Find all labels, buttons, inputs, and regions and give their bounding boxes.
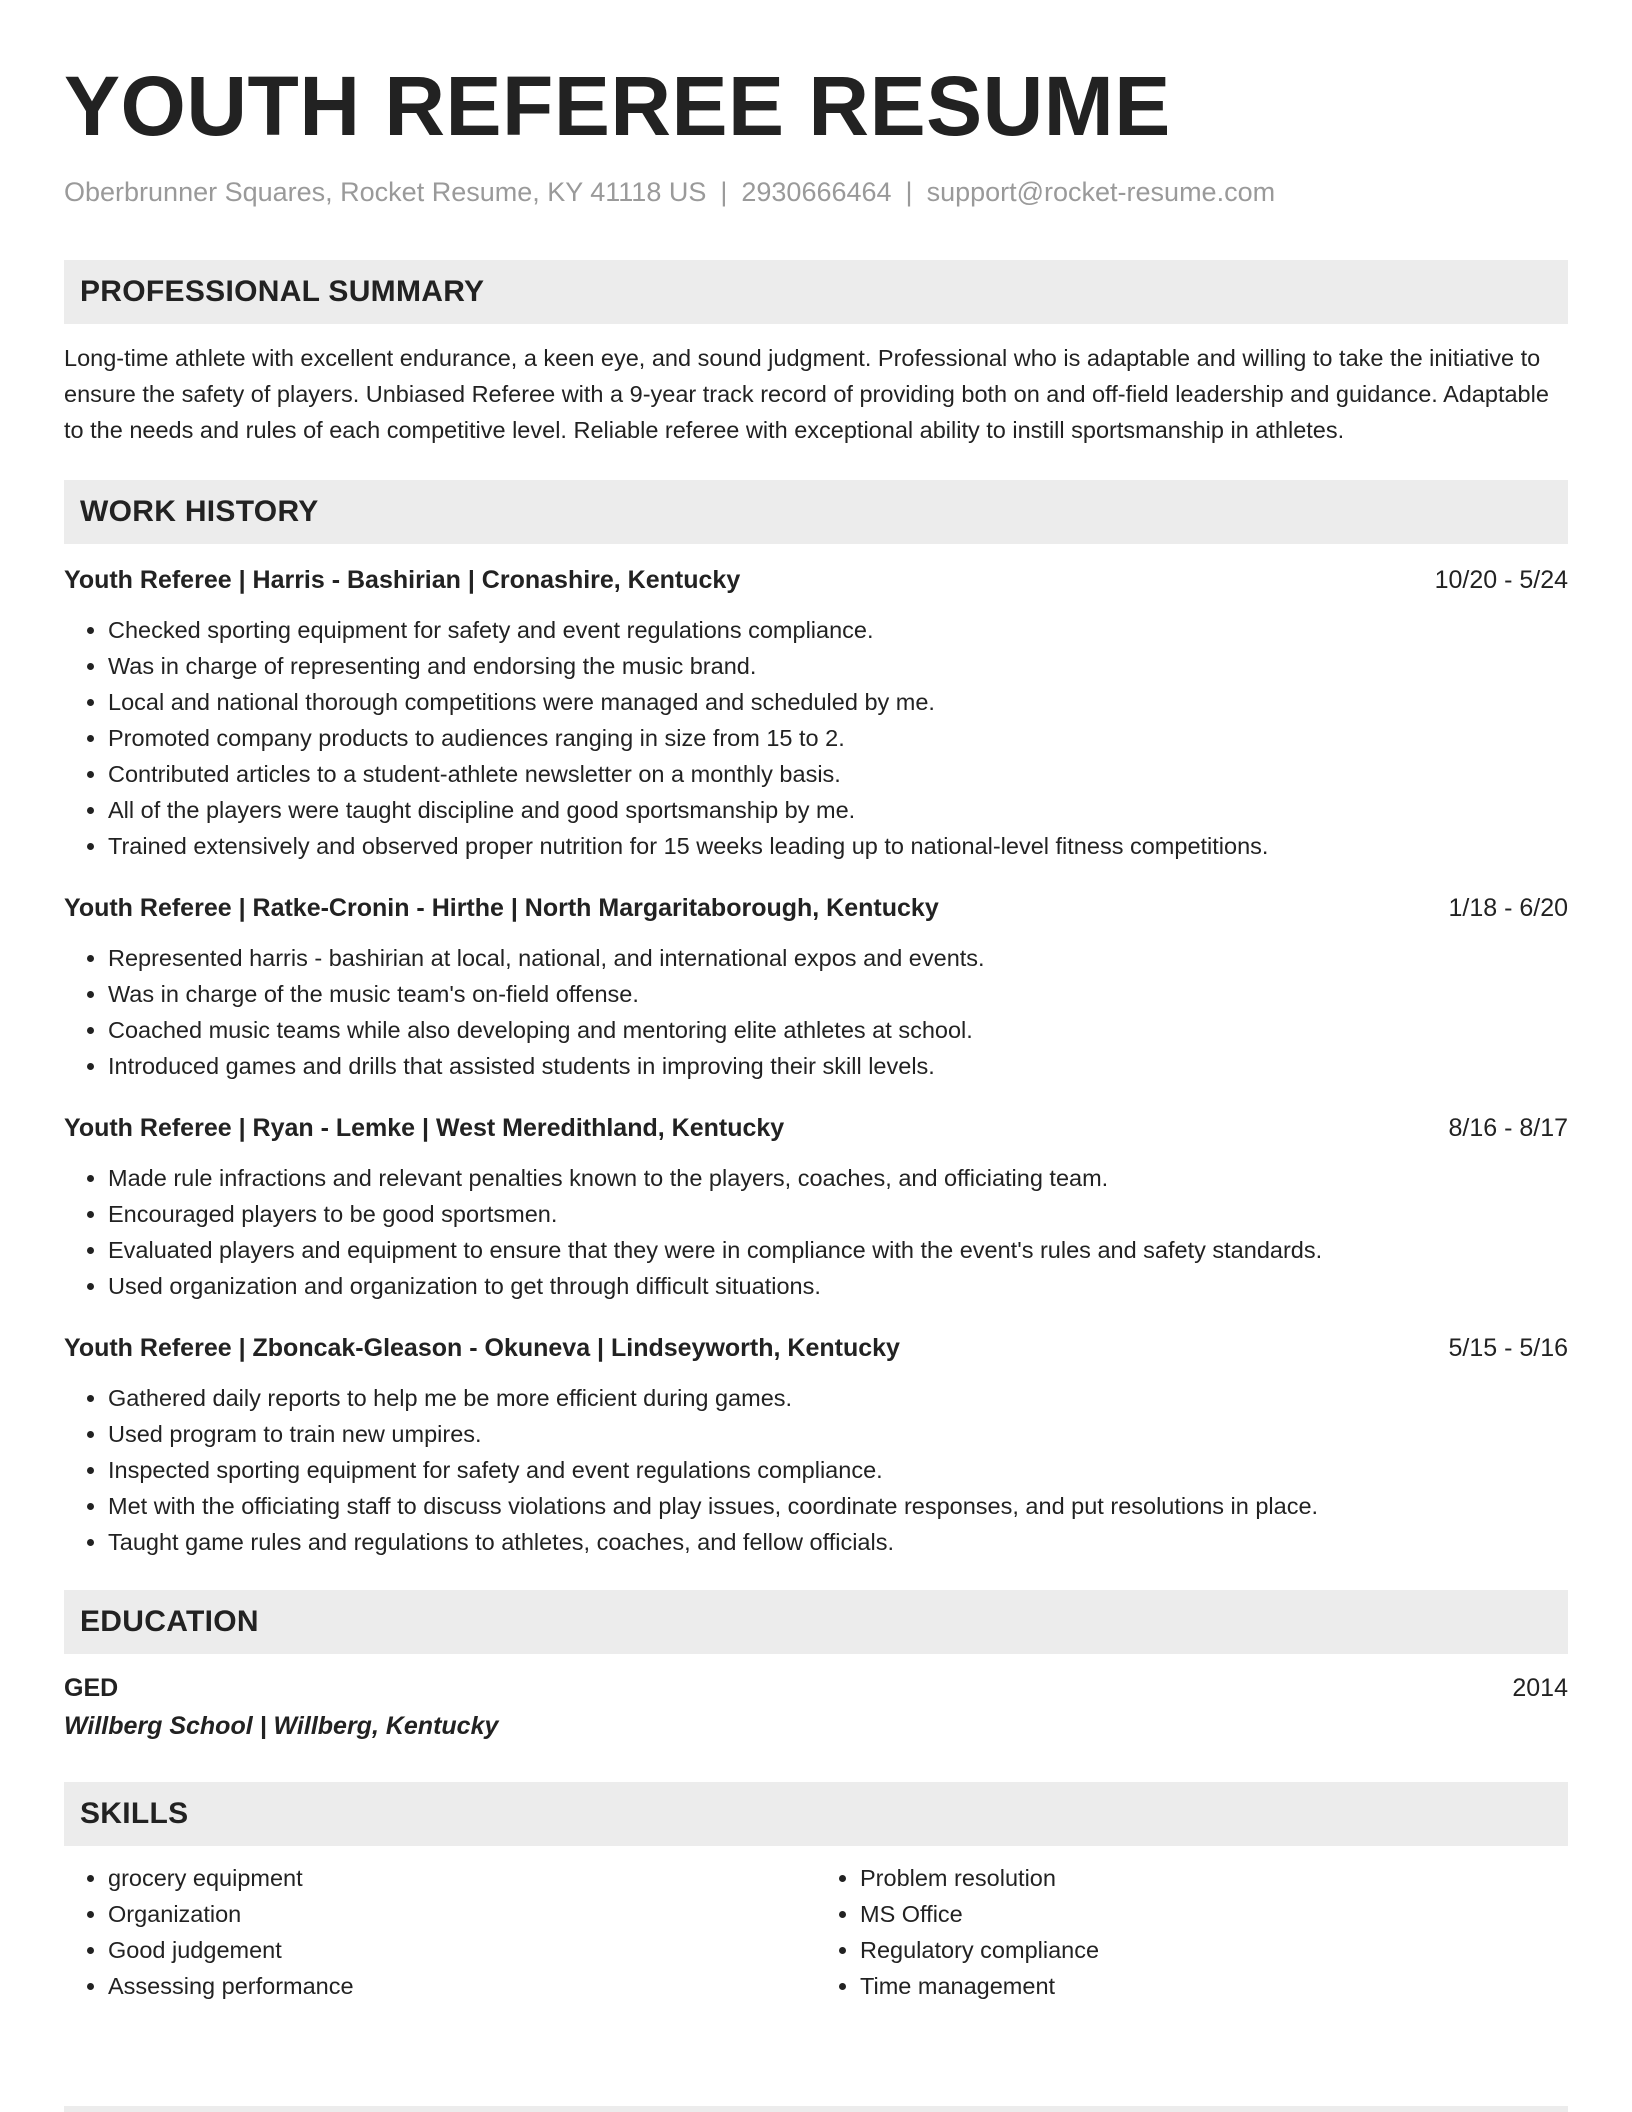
- skill-item: • Assessing performance: [108, 1968, 816, 2004]
- section-heading-skills: SKILLS: [64, 1782, 1568, 1846]
- job-bullet: • Introduced games and drills that assisted students in improving their skill levels.: [108, 1048, 1568, 1084]
- job-entry: [64, 562, 1568, 864]
- skill-item: • Time management: [860, 1968, 1568, 2004]
- job-header: [64, 890, 1568, 926]
- resume-title: YOUTH REFEREE RESUME: [64, 59, 1171, 153]
- job-bullet: • Checked sporting equipment for safety and event regulations compliance.: [108, 612, 1568, 648]
- education-row: [64, 1670, 1568, 1706]
- section-heading-education: EDUCATION: [64, 1590, 1568, 1654]
- job-bullet: • Met with the officiating staff to discuss violations and play issues, coordinate responses, and put resolutions in place.: [108, 1488, 1568, 1524]
- skills-list: [64, 1860, 816, 2004]
- job-bullet: • Was in charge of the music team's on-field offense.: [108, 976, 1568, 1012]
- bottom-divider: [64, 2106, 1568, 2112]
- job-bullet: • Encouraged players to be good sportsmen.: [108, 1196, 1568, 1232]
- section-heading-work-history: WORK HISTORY: [64, 480, 1568, 544]
- job-bullets: [64, 940, 1568, 1084]
- job-entry: [64, 1330, 1568, 1560]
- job-dates: 5/15 - 5/16: [1448, 1334, 1568, 1362]
- skills-grid: [64, 1860, 1568, 2004]
- summary-text: Long-time athlete with excellent endurance, a keen eye, and sound judgment. Professional who is adaptable and willing to take the initiative to ensure the safety of players. Unbiased Referee with a 9-year track record of providing both on and off-field leadership and guidance. Adaptable to the needs and rules of each competitive level. Reliable referee with exceptional ability to instill sportsmanship in athletes.: [64, 345, 1549, 443]
- skill-item: • MS Office: [860, 1896, 1568, 1932]
- skills-column-right: [816, 1860, 1568, 2004]
- contact-line: [64, 174, 1568, 210]
- job-bullet: • Taught game rules and regulations to athletes, coaches, and fellow officials.: [108, 1524, 1568, 1560]
- contact-email: support@rocket-resume.com: [926, 177, 1276, 207]
- job-dates: 8/16 - 8/17: [1448, 1114, 1568, 1142]
- job-bullet: • Gathered daily reports to help me be more efficient during games.: [108, 1380, 1568, 1416]
- job-header: [64, 1330, 1568, 1366]
- job-title: Youth Referee | Harris - Bashirian | Cronashire, Kentucky: [64, 566, 741, 594]
- job-entry: [64, 1110, 1568, 1304]
- skill-item: • Regulatory compliance: [860, 1932, 1568, 1968]
- job-bullet: • Local and national thorough competitions were managed and scheduled by me.: [108, 684, 1568, 720]
- job-bullet: • Was in charge of representing and endorsing the music brand.: [108, 648, 1568, 684]
- education-school: Willberg School | Willberg, Kentucky: [64, 1712, 499, 1740]
- contact-separator: |: [720, 177, 728, 207]
- skill-item: • Good judgement: [108, 1932, 816, 1968]
- skill-item: • Problem resolution: [860, 1860, 1568, 1896]
- job-title: Youth Referee | Ratke-Cronin - Hirthe | North Margaritaborough, Kentucky: [64, 894, 939, 922]
- job-bullets: [64, 1160, 1568, 1304]
- contact-separator: |: [905, 177, 913, 207]
- job-bullet: • Made rule infractions and relevant penalties known to the players, coaches, and officiating team.: [108, 1160, 1568, 1196]
- skill-item: • Organization: [108, 1896, 816, 1932]
- contact-phone: 2930666464: [741, 177, 892, 207]
- job-header: [64, 562, 1568, 598]
- job-bullet: • Coached music teams while also developing and mentoring elite athletes at school.: [108, 1012, 1568, 1048]
- skills-column-left: [64, 1860, 816, 2004]
- contact-address: Oberbrunner Squares, Rocket Resume, KY 41118 US: [64, 177, 707, 207]
- job-title: Youth Referee | Ryan - Lemke | West Meredithland, Kentucky: [64, 1114, 785, 1142]
- job-bullet: • Represented harris - bashirian at local, national, and international expos and events.: [108, 940, 1568, 976]
- skill-item: • grocery equipment: [108, 1860, 816, 1896]
- job-dates: 10/20 - 5/24: [1434, 566, 1568, 594]
- job-bullets: [64, 612, 1568, 864]
- education-degree: GED: [64, 1674, 119, 1702]
- job-bullet: • Contributed articles to a student-athlete newsletter on a monthly basis.: [108, 756, 1568, 792]
- job-bullet: • Used program to train new umpires.: [108, 1416, 1568, 1452]
- job-bullet: • Evaluated players and equipment to ensure that they were in compliance with the event's rules and safety standards.: [108, 1232, 1568, 1268]
- job-bullet: • All of the players were taught discipline and good sportsmanship by me.: [108, 792, 1568, 828]
- job-dates: 1/18 - 6/20: [1448, 894, 1568, 922]
- job-bullet: • Inspected sporting equipment for safety and event regulations compliance.: [108, 1452, 1568, 1488]
- job-bullet: • Used organization and organization to get through difficult situations.: [108, 1268, 1568, 1304]
- skills-list: [816, 1860, 1568, 2004]
- section-heading-summary: PROFESSIONAL SUMMARY: [64, 260, 1568, 324]
- job-entry: [64, 890, 1568, 1084]
- job-bullet: • Promoted company products to audiences ranging in size from 15 to 2.: [108, 720, 1568, 756]
- education-year: 2014: [1512, 1674, 1568, 1702]
- job-title: Youth Referee | Zboncak-Gleason - Okuneva | Lindseyworth, Kentucky: [64, 1334, 900, 1362]
- job-bullet: • Trained extensively and observed proper nutrition for 15 weeks leading up to national-level fitness competitions.: [108, 828, 1568, 864]
- job-header: [64, 1110, 1568, 1146]
- job-bullets: [64, 1380, 1568, 1560]
